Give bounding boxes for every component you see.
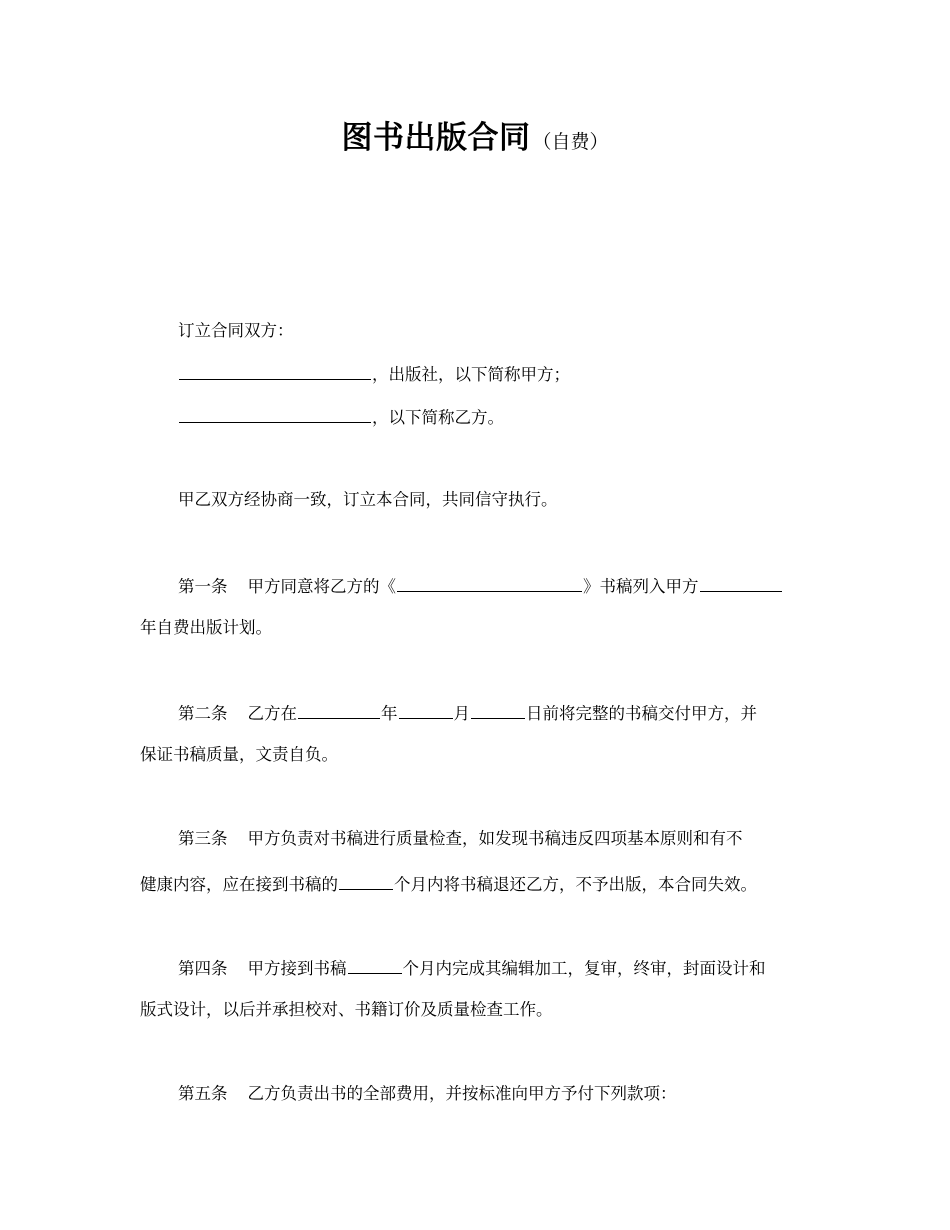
delivery-year-blank xyxy=(298,701,380,719)
article-1-line-1 xyxy=(178,574,783,598)
article-3-text-1: 甲方负责对书稿进行质量检查，如发现书稿违反四项基本原则和有不 xyxy=(247,829,743,848)
article-1-text-3: 年自费出版计划。 xyxy=(140,618,272,637)
article-1-text-2: 》书稿列入甲方 xyxy=(583,577,699,596)
title-main: 图书出版合同 xyxy=(341,120,531,156)
delivery-month-blank xyxy=(399,701,453,719)
party-a-name-blank xyxy=(179,362,371,380)
party-b-text: ，以下简称乙方。 xyxy=(372,408,504,427)
article-1-line-2 xyxy=(140,617,272,639)
article-3-text-3: 个月内将书稿退还乙方，不予出版，本合同失效。 xyxy=(394,875,757,894)
plan-year-blank xyxy=(700,574,782,592)
article-2-text-5: 保证书稿质量，文责自负。 xyxy=(140,745,338,764)
article-4-number: 第四条 xyxy=(178,959,228,978)
article-4-line-2 xyxy=(140,999,553,1021)
editing-months-blank xyxy=(348,956,402,974)
article-2-line-1 xyxy=(178,701,757,725)
title-subtitle: （自费） xyxy=(532,131,609,153)
article-3-line-1 xyxy=(178,828,743,850)
article-3-number: 第三条 xyxy=(178,829,228,848)
article-5-text-1: 乙方负责出书的全部费用，并按标准向甲方予付下列款项： xyxy=(247,1084,677,1103)
article-2-text-3: 月 xyxy=(453,704,470,723)
article-2-text-4: 日前将完整的书稿交付甲方，并 xyxy=(526,704,757,723)
article-1-text-1: 甲方同意将乙方的《 xyxy=(247,577,396,596)
preamble xyxy=(178,489,558,511)
party-a-line xyxy=(178,362,570,386)
article-3-line-2 xyxy=(140,872,757,896)
article-5-line-1 xyxy=(178,1083,677,1105)
document-title xyxy=(0,112,950,157)
article-4-line-1 xyxy=(178,956,766,980)
return-months-blank xyxy=(339,872,393,890)
article-3-text-2: 健康内容，应在接到书稿的 xyxy=(140,875,338,894)
party-b-line xyxy=(178,405,504,429)
article-2-text-1: 乙方在 xyxy=(247,704,297,723)
preamble-text: 甲乙双方经协商一致，订立本合同，共同信守执行。 xyxy=(178,490,558,509)
party-a-text: ，出版社，以下简称甲方； xyxy=(372,365,570,384)
article-4-text-1: 甲方接到书稿 xyxy=(247,959,347,978)
party-b-name-blank xyxy=(179,405,371,423)
article-2-text-2: 年 xyxy=(381,704,398,723)
article-2-line-2 xyxy=(140,744,338,766)
parties-intro xyxy=(178,320,294,342)
article-1-number: 第一条 xyxy=(178,577,228,596)
parties-intro-text: 订立合同双方： xyxy=(178,321,294,340)
article-2-number: 第二条 xyxy=(178,704,228,723)
article-4-text-2: 个月内完成其编辑加工，复审，终审，封面设计和 xyxy=(402,959,766,978)
book-title-blank xyxy=(397,574,582,592)
article-5-number: 第五条 xyxy=(178,1084,228,1103)
delivery-day-blank xyxy=(471,701,525,719)
article-4-text-3: 版式设计，以后并承担校对、书籍订价及质量检查工作。 xyxy=(140,1000,553,1019)
